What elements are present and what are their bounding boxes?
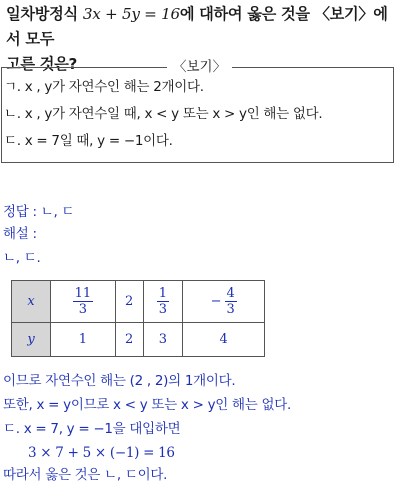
table-cell-y-2: 2 (115, 323, 143, 357)
fraction-numerator: 1 (158, 286, 168, 301)
fraction-denominator: 3 (226, 302, 235, 317)
solution-line-3: ㄷ. x = 7, y = −1을 대입하면 (3, 421, 181, 437)
fraction-numerator: 4 (226, 286, 235, 301)
answer-label: 정답 : ㄴ, ㄷ (3, 204, 75, 220)
table-header-x: x (12, 281, 51, 323)
fraction-denominator: 3 (73, 301, 94, 317)
minus-sign: − (210, 294, 222, 309)
table-cell-x-4 (183, 281, 265, 323)
solution-label: 해설 : (3, 226, 37, 242)
question-prefix: 일차방정식 (6, 5, 83, 23)
question-line-2: 고른 것은? (6, 55, 77, 73)
table-header-y: y (12, 323, 51, 357)
fraction-numerator: 11 (74, 286, 92, 301)
table-row-x (12, 281, 265, 323)
table-cell-y-3: 3 (143, 323, 183, 357)
bogi-title: 〈보기〉 (167, 59, 232, 75)
solution-equation: 3 × 7 + 5 × (−1) = 16 (28, 445, 175, 461)
table-cell-x-3 (143, 281, 183, 323)
table-cell-x-1 (51, 281, 116, 323)
bogi-item-3: ㄷ. x = 7일 때, y = −1이다. (4, 133, 173, 149)
bogi-item-2: ㄴ. x , y가 자연수일 때, x < y 또는 x > y인 해는 없다. (4, 106, 323, 122)
fraction (157, 286, 169, 317)
table-cell-y-4: 4 (183, 323, 265, 357)
bogi-item-1: ㄱ. x , y가 자연수인 해는 2개이다. (4, 79, 204, 95)
table-cell-x-2: 2 (115, 281, 143, 323)
question-suffix: 에 대하여 옳은 것을 〈보기〉에서 모두 (6, 5, 388, 48)
solution-conclusion: 따라서 옳은 것은 ㄴ, ㄷ이다. (3, 467, 168, 483)
fraction-denominator: 3 (158, 302, 168, 317)
question-equation: 3x + 5y = 16 (82, 5, 180, 23)
solution-line-2: 또한, x = y이므로 x < y 또는 x > y인 해는 없다. (3, 397, 291, 413)
solution-line-1: 이므로 자연수인 해는 (2 , 2)의 1개이다. (3, 373, 236, 389)
fraction (225, 286, 237, 317)
table-row-y (12, 323, 265, 357)
solution-table (11, 280, 265, 357)
table-cell-y-1: 1 (51, 323, 116, 357)
fraction (73, 286, 94, 317)
solution-intro: ㄴ, ㄷ. (3, 250, 41, 266)
